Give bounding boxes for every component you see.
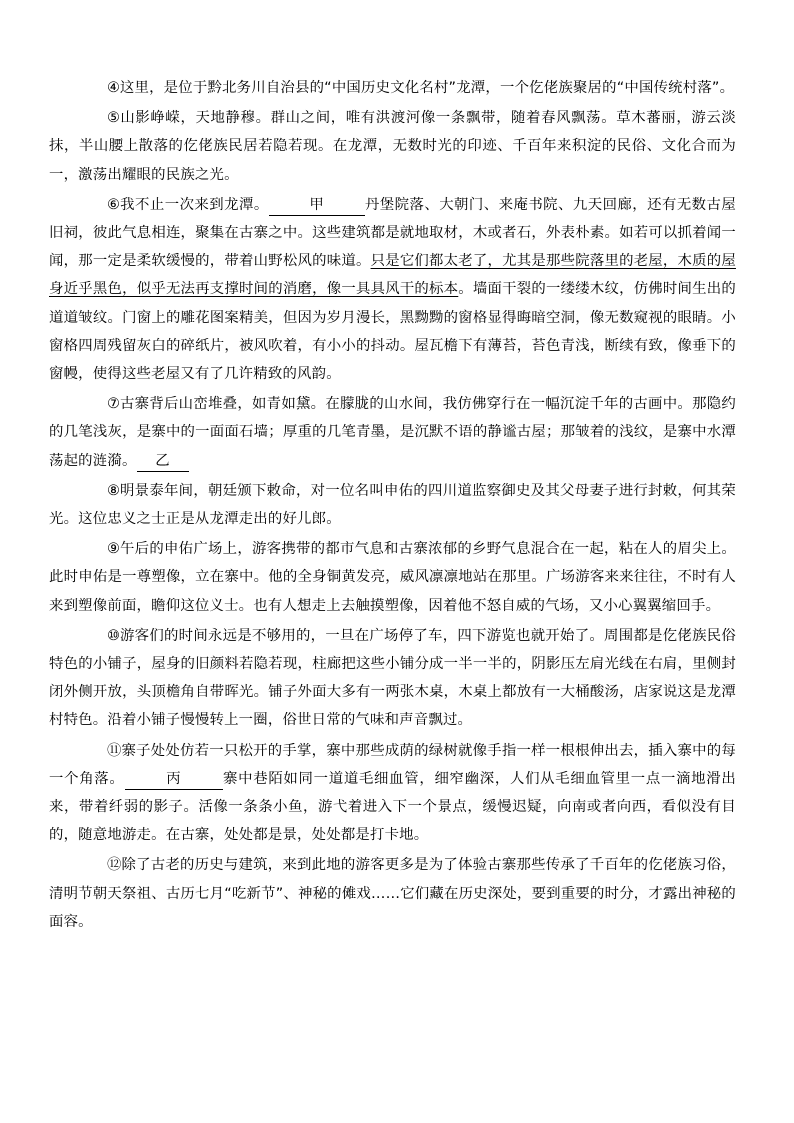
paragraph-p4	[49, 74, 736, 102]
paragraph-p10	[49, 622, 736, 735]
paragraph-text: 游客们的时间永远是不够用的，一旦在广场停了车，四下游览也就开始了。周围都是仡佬族民俗特色的小铺子，屋身的旧颜料若隐若现，柱廊把这些小铺分成一半一半的，阴影压左肩光线在右肩，里侧封闭外侧开放，头顶檐角自带晖光。铺子外面大多有一两张木桌，木桌上都放有一大桶酸汤，店家说这是龙潭村特色。沿着小铺子慢慢转上一圈，俗世日常的气味和声音飘过。	[49, 627, 736, 729]
paragraph-number: ⑨	[107, 541, 120, 558]
paragraph-number: ⑫	[107, 857, 122, 874]
paragraph-text: 寨中巷陌如同一道道毛细血管，细窄幽深，人们从毛细血管里一点一滴地滑出来，带着纤弱的影子。活像一条条小鱼，游弋着进入下一个景点，缓慢迟疑，向南或者向西，看似没有目的，随意地游走。在古寨，处处都是景，处处都是打卡地。	[49, 770, 736, 844]
paragraph-text: 明景泰年间，朝廷颁下敕命，对一位名叫申佑的四川道监察御史及其父母妻子进行封敕，何其荣光。这位忠义之士正是从龙潭走出的好儿郎。	[49, 482, 736, 528]
paragraph-p9	[49, 535, 736, 620]
paragraph-number: ④	[107, 80, 120, 96]
paragraph-p8	[49, 477, 736, 533]
paragraph-p11	[49, 737, 736, 850]
paragraph-text: 我不止一次来到龙潭。	[120, 196, 269, 213]
paragraph-number: ⑦	[107, 396, 120, 413]
paragraph-number: ⑪	[107, 742, 122, 759]
paragraph-text: 山影峥嵘，天地静穆。群山之间，唯有洪渡河像一条飘带，随着春风飘荡。草木蕃丽，游云淡抹，半山腰上散落的仡佬族民居若隐若现。在龙潭，无数时光的印迹、千百年来积淀的民俗、文化合而为一，激荡出耀眼的民族之光。	[49, 110, 737, 183]
paragraph-p7	[49, 390, 736, 475]
paragraph-number: ⑥	[107, 196, 121, 213]
paragraph-text: 午后的申佑广场上，游客携带的都市气息和古寨浓郁的乡野气息混合在一起，粘在人的眉尖上。此时申佑是一尊塑像，立在寨中。他的全身铜黄发亮，威风凛凛地站在那里。广场游客来来往往，不时有人来到塑像前面，瞻仰这位义士。也有人想走上去触摸塑像，因着他不怒自威的气场，又小心翼翼缩回手。	[49, 541, 736, 614]
paragraph-text: 丹堡院落、大朝门、来庵书院、九天回廊，还有无数古屋旧祠，彼此气息相连，聚集在古寨之中。这些建筑都是就地取材，木或者石，外表朴素。如若可以抓着闻一闻，那一定是柔软缓慢的，带着山野松风的味道。	[49, 196, 736, 270]
paragraph-number: ⑤	[107, 110, 121, 127]
paragraph-number: ⑩	[107, 627, 120, 644]
paragraph-p6	[49, 191, 736, 388]
fill-in-blank: 乙	[137, 451, 189, 472]
fill-in-blank: 丙	[125, 769, 223, 790]
paragraph-text: 除了古老的历史与建筑，来到此地的游客更多是为了体验古寨那些传承了千百年的仡佬族习俗，清明节朝天祭祖、古历七月“吃新节”、神秘的傩戏……它们藏在历史深处，要到重要的时分，才露出神秘的面容。	[49, 857, 736, 930]
paragraph-text: 这里，是位于黔北务川自治县的“中国历史文化名村”龙潭，一个仡佬族聚居的“中国传统村落”。	[119, 80, 735, 96]
paragraph-text: 古寨背后山峦堆叠，如青如黛。在朦胧的山水间，我仿佛穿行在一幅沉淀千年的古画中。那隐约的几笔浅灰，是寨中的一面面石墙；厚重的几笔青墨，是沉默不语的静谧古屋；那皱着的浅纹，是寨中水潭荡起的涟漪。	[49, 396, 736, 469]
paragraph-text: 寨子处处仿若一只松开的手掌，寨中那些成荫的绿树就像手指一样一根根伸出去，插入寨中的每一个角落。	[49, 742, 736, 787]
fill-in-blank: 甲	[269, 195, 365, 216]
paragraph-p12	[49, 851, 736, 936]
paragraph-text: 。墙面干裂的一缕缕木纹，仿佛时间生出的道道皱纹。门窗上的雕花图案精美，但因为岁月漫长，黑黝黝的窗格显得晦暗空洞，像无数窥视的眼睛。小窗格四周残留灰白的碎纸片，被风吹着，有小小的抖动。屋瓦檐下有薄苔，苔色青浅，断续有致，像垂下的窗幔，使得这些老屋又有了几许精致的风韵。	[49, 281, 736, 383]
paragraph-number: ⑧	[107, 482, 120, 499]
paragraph-p5	[49, 104, 736, 189]
underlined-sentence: 只是它们都太老了，尤其是那些院落里的老屋，木质的屋身近乎黑色，似乎无法再支撑时间的消磨，像一具具风干的标本	[49, 253, 736, 298]
